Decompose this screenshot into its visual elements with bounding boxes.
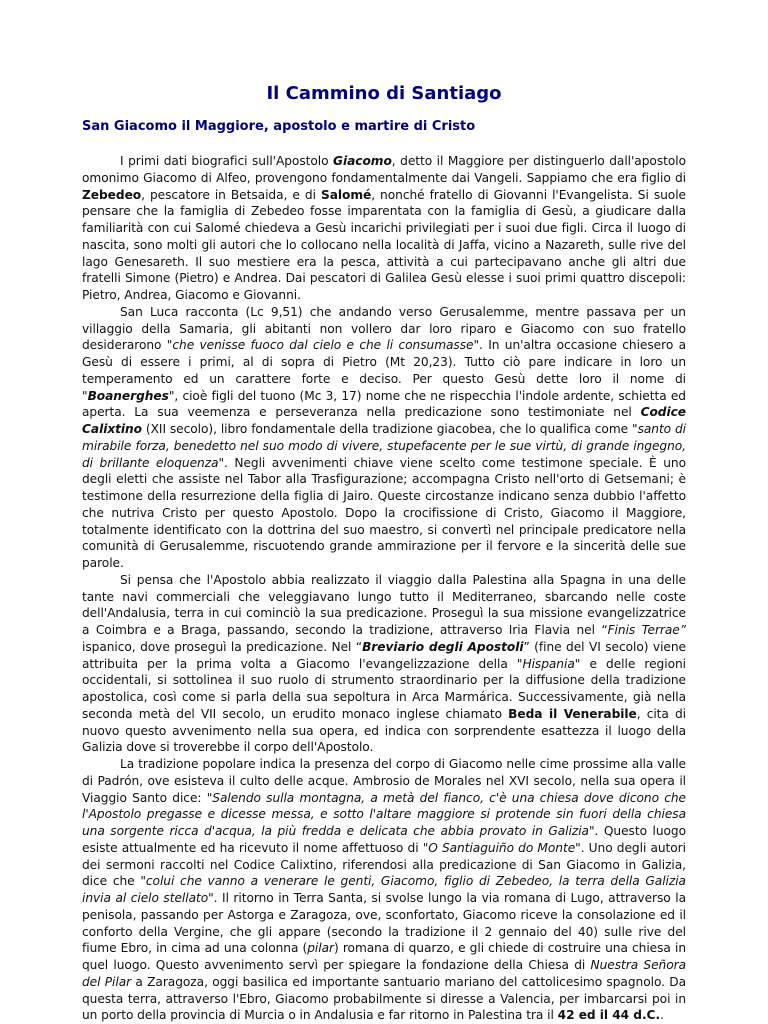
- text-run: Si pensa che l'Apostolo abbia realizzato il viaggio dalla Palestina alla Spagna in una delle tante navi commerciali che veleggiavano lungo tutto il Mediterraneo, sbarcando nelle coste dell'Andalusia, terra in cui cominciò la sua predicazione. Proseguì la sua missione evangelizzatrice a Coimbra e a Braga, passando, secondo la tradizione, attraverso Iria Flavia nel “: [82, 572, 686, 637]
- text-run: ". Uno degli autori dei sermoni raccolti nel Codice Calixtino, riferendosi alla predicazione di San Giacomo in Galizia, dice che ": [82, 840, 686, 889]
- italic-text: O Santiaguiño do Monte: [428, 840, 576, 855]
- bold-text: Salomé: [320, 187, 372, 202]
- paragraph-2: [82, 304, 686, 572]
- text-run: I primi dati biografici sull'Apostolo: [120, 154, 334, 168]
- paragraph-1: [82, 153, 686, 304]
- emphasis-text: Codice Calixtino: [82, 405, 686, 436]
- paragraph-3: [82, 572, 686, 756]
- bold-text: Beda il Venerabile: [508, 706, 637, 721]
- text-run: La tradizione popolare indica la presenza del corpo di Giacomo nelle cime prossime alla valle di Padrón, ove esisteva il culto delle acque. Ambrosio de Morales nel XVI secolo, nella sua opera il Viaggio Santo dice: ": [82, 757, 686, 805]
- article-body: [82, 153, 686, 1024]
- text-run: ", cioè figli del tuono (Mc 3, 17) nome che ne rispecchia l'indole ardente, schietta ed aperta. La sua veemenza e perseveranza nella predicazione sono testimoniate nel: [82, 388, 686, 420]
- section-heading: San Giacomo il Maggiore, apostolo e martire di Cristo: [82, 119, 476, 134]
- text-run: ispanico, dove proseguì la predicazione. Nel “: [82, 639, 363, 654]
- bold-text: Zebedeo: [82, 187, 142, 202]
- text-run: ” (fine del VI secolo) viene attribuita per la prima volta a Giacomo l'evangelizzazione della ": [82, 639, 686, 671]
- text-run: , cita di nuovo questo avvenimento nella sua opera, ed indica con sorprendente esattezza il luogo della Galizia dove si troverebbe il corpo dell'Apostolo.: [82, 706, 686, 755]
- text-run: , nonché fratello di Giovanni l'Evangelista. Si suole pensare che la famiglia di Zebedeo fosse imparentata con la famiglia di Gesù, a giudicare dalla familiarità con cui Salomé chiedeva a Gesù incarichi privilegiati per i suoi due figli. Circa il luogo di nascita, sono molti gli autori che lo collocano nella località di Jaffa, vicino a Nazareth, sulle rive del lago Genesareth. Il suo mestiere era la pesca, attività a cui partecipavano anche gli altri due fratelli Simone (Pietro) e Andrea. Dai pescatori di Galilea Gesù elesse i suoi primi quattro discepoli: Pietro, Andrea, Giacomo e Giovanni.: [82, 187, 686, 302]
- text-run: " e delle regioni occidentali, si sottolinea il suo ruolo di strumento straordinario per la diffusione della tradizione apostolica, così come si parla della sua sepoltura in Arca Marmárica. Successivamente, già nella seconda metà del VII secolo, un erudito monaco inglese chiamato: [82, 656, 686, 721]
- italic-text: Hispania: [522, 656, 575, 671]
- emphasis-text: Giacomo: [333, 154, 392, 168]
- italic-text: che venisse fuoco dal cielo e che li consumasse: [172, 338, 474, 353]
- text-run: , detto il Maggiore per distinguerlo dall'apostolo omonimo Giacomo di Alfeo, provengono fondamentalmente dai Vangeli. Sappiamo che era figlio di: [82, 154, 686, 185]
- text-run: ". Negli avvenimenti chiave viene scelto come testimone speciale. È uno degli eletti che assiste nel Tabor alla Trasfigurazione; accompagna Cristo nell'orto di Getsemani; è testimone della resurrezione della figlia di Jairo. Queste circostanze indicano senza dubbio l'affetto che nutriva Cristo per questo Apostolo. Dopo la crocifissione di Cristo, Giacomo il Maggiore, totalmente identificato con la dottrina del suo maestro, si convertì nel principale predicatore nella comunità di Gerusalemme, riscuotendo grande ammirazione per il fervore e la sincerità delle sue parole.: [82, 455, 686, 570]
- italic-text: Nuestra Señora del Pilar: [82, 958, 686, 989]
- italic-text: santo di mirabile forza, benedetto nel suo modo di vivere, stupefacente per le sue virtù, di grande ingegno, di brillante eloquenza: [82, 422, 687, 470]
- italic-text: Finis Terrae”: [607, 623, 686, 637]
- text-run: ) romana di quarzo, e gli chiede di costruire una chiesa in quel luogo. Questo avvenimento servì per spiegare la fondazione della Chiesa di: [82, 941, 687, 972]
- text-run: , pescatore in Betsaida, e di: [141, 187, 321, 202]
- text-run: ". Il ritorno in Terra Santa, si svolse lungo la via romana di Lugo, attraverso la penisola, passando per Astorga e Zaragoza, ove, sconfortato, Giacomo riceve la consolazione ed il conforto della Vergine, che gli appare (secondo la tradizione il 2 gennaio del 40) sulle rive del fiume Ebro, in cima ad una colonna (: [82, 891, 686, 956]
- text-run: ". Questo luogo esiste attualmente ed ha ricevuto il nome affettuoso di ": [82, 824, 687, 855]
- italic-text: pilar: [307, 941, 334, 956]
- paragraph-4: [82, 756, 686, 1024]
- text-run: (XII secolo), libro fondamentale della tradizione giacobea, che lo qualifica come ": [142, 422, 638, 436]
- emphasis-text: Breviario degli Apostoli: [362, 639, 524, 654]
- italic-text: Salendo sulla montagna, a metà del fianco, c'è una chiesa dove dicono che l'Apostolo pregasse e dicesse messa, e sotto l'altare maggiore si protende sin fuori della chiesa una sorgente ricca d'acqua, la più fredda e delicata che abbia provato in Galizia: [82, 790, 686, 838]
- italic-text: colui che vanno a venerare le genti, Giacomo, figlio di Zebedeo, la terra della Galizia invia al cielo stellato: [82, 874, 686, 905]
- text-run: San Luca racconta (Lc 9,51) che andando verso Gerusalemme, mentre passava per un villaggio della Samaria, gli abitanti non vollero dar loro riparo e Giacomo con suo fratello desiderarono ": [82, 304, 686, 353]
- page-title: Il Cammino di Santiago: [266, 83, 502, 104]
- bold-text: 42 ed il 44 d.C.: [557, 1008, 661, 1023]
- text-run: .: [660, 1008, 664, 1023]
- emphasis-text: Boanerghes: [87, 388, 169, 403]
- text-run: ". In un'altra occasione chiesero a Gesù di essere i primi, al di sopra di Pietro (Mt 20,23). Tutto ciò pare indicare in loro un temperamento ed un carattere forte e deciso. Per questo Gesù dette loro il nome di ": [82, 338, 686, 403]
- text-run: a Zaragoza, oggi basilica ed importante santuario mariano del cattolicesimo spagnolo. Da questa terra, attraverso l'Ebro, Giacomo probabilmente si diresse a Valencia, per imbarcarsi poi in un porto della provincia di Murcia o in Andalusia e far ritorno in Palestina tra il: [82, 974, 687, 1023]
